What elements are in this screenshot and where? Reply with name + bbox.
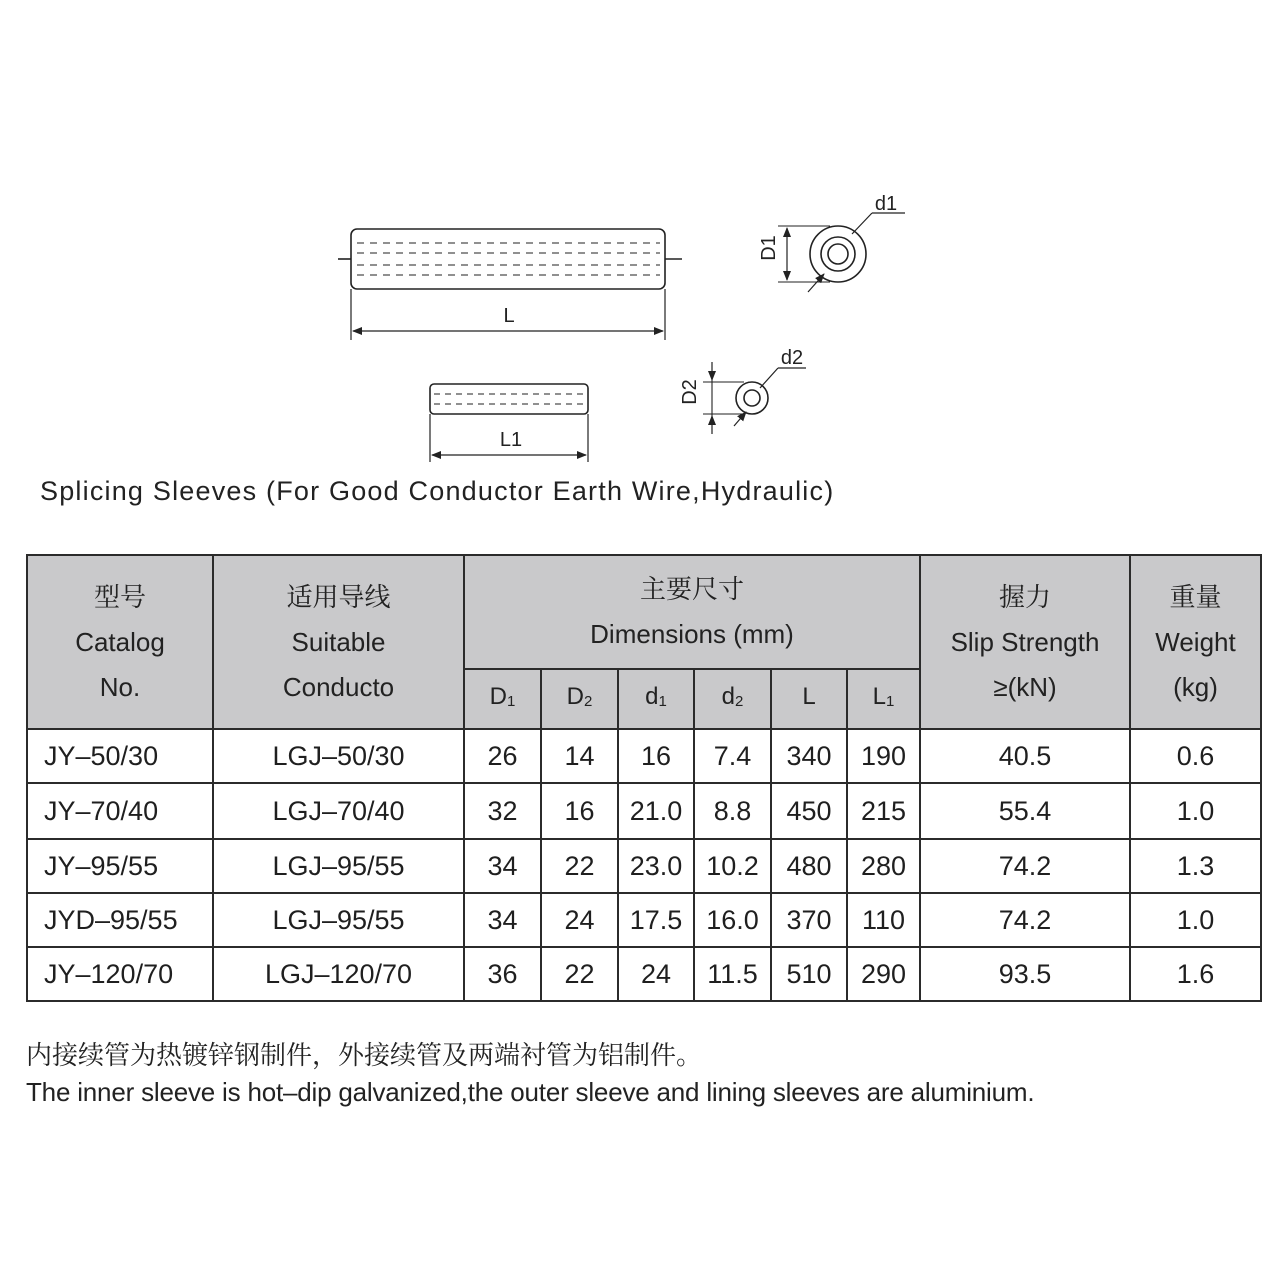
cell-catalog: JY–95/55 [27, 839, 213, 893]
cell-D1: 36 [464, 947, 541, 1001]
cell-weight: 1.3 [1130, 839, 1261, 893]
cell-D2: 14 [541, 729, 618, 783]
cell-D1: 34 [464, 893, 541, 947]
cell-conductor: LGJ–95/55 [213, 839, 464, 893]
cell-L1: 290 [847, 947, 920, 1001]
table-row [27, 893, 1261, 947]
table-row [27, 783, 1261, 839]
header-weight: 重量 Weight (kg) [1130, 555, 1261, 729]
header-catalog: 型号 Catalog No. [27, 555, 213, 729]
label-d2: d2 [780, 347, 804, 369]
cell-weight: 1.6 [1130, 947, 1261, 1001]
cell-slip: 55.4 [920, 783, 1130, 839]
cell-D2: 22 [541, 839, 618, 893]
cell-L1: 190 [847, 729, 920, 783]
label-D1: D1 [758, 235, 780, 261]
cell-weight: 1.0 [1130, 893, 1261, 947]
cell-conductor: LGJ–95/55 [213, 893, 464, 947]
technical-drawing [0, 0, 1284, 470]
cell-conductor: LGJ–50/30 [213, 729, 464, 783]
cell-d1: 17.5 [618, 893, 694, 947]
cell-L: 510 [771, 947, 847, 1001]
cell-d2: 7.4 [694, 729, 771, 783]
cell-d2: 10.2 [694, 839, 771, 893]
cell-slip: 40.5 [920, 729, 1130, 783]
cell-D2: 24 [541, 893, 618, 947]
header-D2: $D_2$ [541, 669, 618, 729]
cell-d1: 24 [618, 947, 694, 1001]
cell-D1: 26 [464, 729, 541, 783]
cell-D1: 34 [464, 839, 541, 893]
note-english: The inner sleeve is hot–dip galvanized,the outer sleeve and lining sleeves are aluminium. [26, 1077, 1035, 1107]
label-L: L [503, 305, 515, 327]
cell-D1: 32 [464, 783, 541, 839]
header-conductor: 适用导线 Suitable Conducto [213, 555, 464, 729]
header-slip-strength: 握力 Slip Strength ≥(kN) [920, 555, 1130, 729]
cell-D2: 16 [541, 783, 618, 839]
note-chinese: 内接续管为热镀锌钢制件，外接续管及两端衬管为铝制件。 [26, 1040, 703, 1070]
header-dimensions: 主要尺寸 Dimensions (mm) [464, 555, 920, 669]
label-L1: L1 [499, 429, 523, 451]
label-D2: D2 [679, 379, 701, 405]
cell-catalog: JYD–95/55 [27, 893, 213, 947]
cell-conductor: LGJ–70/40 [213, 783, 464, 839]
cell-weight: 1.0 [1130, 783, 1261, 839]
cell-L: 480 [771, 839, 847, 893]
cell-catalog: JY–50/30 [27, 729, 213, 783]
cell-catalog: JY–70/40 [27, 783, 213, 839]
cell-d2: 16.0 [694, 893, 771, 947]
header-L: L [771, 669, 847, 729]
outer-section-drawing [778, 213, 905, 292]
cell-d2: 11.5 [694, 947, 771, 1001]
header-L1: $L_1$ [847, 669, 920, 729]
inner-section-drawing [703, 362, 806, 434]
spec-table [26, 554, 1262, 1002]
table-row [27, 839, 1261, 893]
cell-slip: 74.2 [920, 839, 1130, 893]
page-title: Splicing Sleeves (For Good Conductor Earth Wire,Hydraulic) [40, 476, 835, 506]
header-d2: $d_2$ [694, 669, 771, 729]
table-row [27, 947, 1261, 1001]
cell-L1: 110 [847, 893, 920, 947]
cell-conductor: LGJ–120/70 [213, 947, 464, 1001]
header-D1: $D_1$ [464, 669, 541, 729]
cell-d2: 8.8 [694, 783, 771, 839]
cell-d1: 16 [618, 729, 694, 783]
cell-catalog: JY–120/70 [27, 947, 213, 1001]
cell-L: 340 [771, 729, 847, 783]
cell-L1: 280 [847, 839, 920, 893]
cell-L1: 215 [847, 783, 920, 839]
cell-d1: 23.0 [618, 839, 694, 893]
cell-d1: 21.0 [618, 783, 694, 839]
cell-D2: 22 [541, 947, 618, 1001]
header-d1: $d_1$ [618, 669, 694, 729]
cell-L: 450 [771, 783, 847, 839]
cell-slip: 74.2 [920, 893, 1130, 947]
table-row [27, 729, 1261, 783]
cell-slip: 93.5 [920, 947, 1130, 1001]
cell-weight: 0.6 [1130, 729, 1261, 783]
notes [26, 1036, 1034, 1110]
cell-L: 370 [771, 893, 847, 947]
label-d1: d1 [874, 193, 898, 215]
